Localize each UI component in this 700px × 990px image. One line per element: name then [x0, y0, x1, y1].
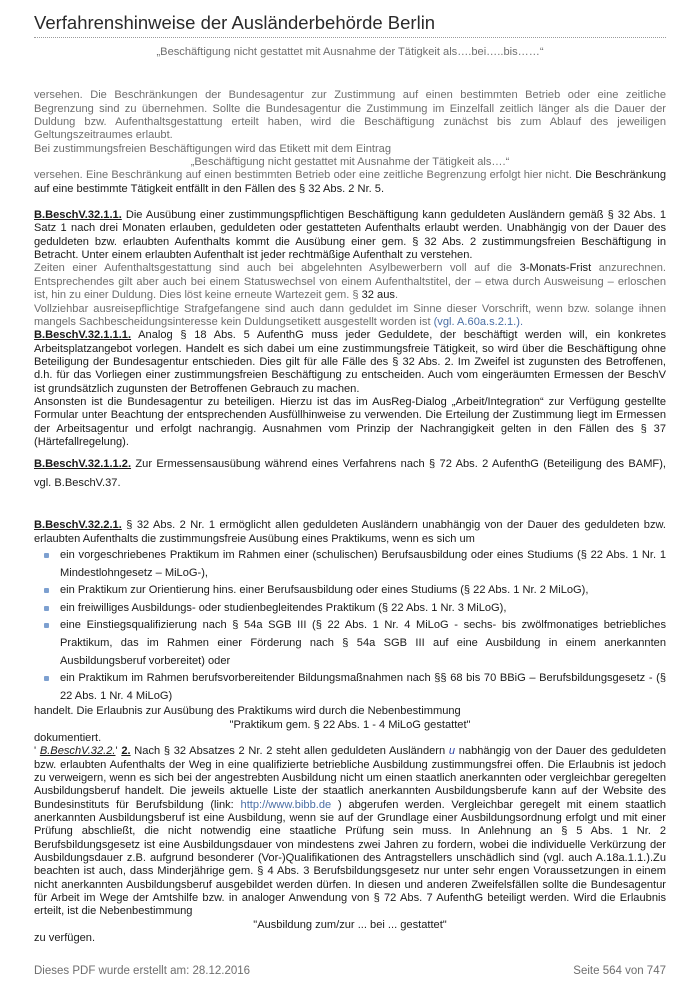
- list-item-text: ein Praktikum zur Orientierung hins. einer Berufsausbildung oder eines Studiums (§ 22 Abs. 1 Nr. 2 MiLoG),: [60, 584, 589, 597]
- section-reference: B.BeschV.32.1.1.: [34, 209, 122, 222]
- page-title: Verfahrenshinweise der Ausländerbehörde Berlin: [34, 12, 436, 33]
- section-bbeschv-32-2-2: [34, 745, 666, 918]
- paragraph: [34, 169, 666, 196]
- section-text: nabhängig von der Dauer des geduldeten bzw. erlaubten Aufenthalts der Weg in eine qualifizierte betriebliche Ausbildung zustimmungsfrei offen. Die Erlaubnis ist jedoch zu verweigern, wenn es sich bei der angestrebten Ausbildung nicht um einen staatlich anerkannten oder vergleichbar geregelten Ausbildungsberuf handelt. Die jeweils aktuelle Liste der staatlich anerkannten Ausbildungsberufe kann auf der Website des Bundesinstituts für Berufsbildung (link:: [34, 745, 666, 811]
- section-text: Die Ausübung einer zustimmungspflichtigen Beschäftigung kann geduldeten Ausländern gemäß § 32 Abs. 1 Satz 1 nach drei Monaten erlauben, geduldeten oder gestatteten Aufenthalts erlaubt werden. Unabhängig von der Dauer des geduldeten bzw. erlaubten Aufenthalts kommt die Ausübung einer gem. § 32 Abs. 2 zustimmungsfreien Beschäftigung in Betracht. Unter einem erlaubten Aufenthalt ist jeder rechtmäßige Aufenthalt zu verstehen.: [34, 209, 666, 262]
- quote-block: "Praktikum gem. § 22 Abs. 1 - 4 MiLoG gestattet": [229, 718, 471, 731]
- list-item-text: ein vorgeschriebenes Praktikum im Rahmen einer (schulischen) Berufsausbildung oder eines Studiums (§ 22 Abs. 1 Nr. 1 Mindestlohngesetz – MiLoG-),: [60, 548, 666, 579]
- paragraph: [34, 303, 666, 330]
- section-text: Nach § 32 Absatzes 2 Nr. 2 steht allen geduldeten Ausländern: [130, 745, 449, 758]
- bibb-link[interactable]: http://www.bibb.de: [240, 798, 332, 811]
- bullet-icon: [44, 623, 49, 628]
- section-reference: B.BeschV.32.1.1.1.: [34, 329, 132, 342]
- paragraph: dokumentiert.: [34, 732, 102, 744]
- section-bbeschv-32-1-1-2: [34, 455, 666, 493]
- bullet-icon: [44, 553, 49, 558]
- section-text: Analog § 18 Abs. 5 AufenthG muss jeder Geduldete, der beschäftigt werden will, ein konkretes Arbeitsplatzangebot vorlegen. Handelt es sich dabei um eine zustimmungsfreie Tätigkeit, so wird über die Beschäftigung ohne Beteiligung der Bundesagentur entschieden. Dies gilt für alle Fälle des § 32 Abs. 2. Im Zweifel ist zugunsten des Betroffenen, d.h. für das Vorliegen einer zustimmungsfreien Beschäftigung zu entscheiden. Auch vom eingeräumten Ermessen der BeschV ist grundsätzlich zugunsten der Betroffenen Gebrauch zu machen.: [34, 329, 666, 395]
- bullet-icon: [44, 588, 49, 593]
- praktikum-list: [34, 547, 666, 705]
- paragraph-text: anzurechnen. Entsprechendes gilt aber auch bei einem Statuswechsel von einem Aufenthaltstitel, der – etwa durch Ausweisung – erloschen ist, hin zu einer Duldung. Dies löst keine erneute Wartezeit gem. §: [34, 262, 666, 302]
- list-item: [44, 547, 666, 582]
- section-bbeschv-32-1-1-1: [34, 329, 666, 396]
- section-text: ) abgerufen werden. Vergleichbar geregelt mit einem staatlich anerkannten Ausbildungsberuf ist eine Ausbildung, wenn sie auf der Grundlage einer Ausbildungsordnung erfolgt und mit einer Prüfung abschließt, die nicht notwendig eine staatliche Prüfung sein muss. In Anlehnung an § 5 Abs. 1 Nr. 2 Berufsbildungsgesetz ist eine Ausbildungsdauer von mindestens zwei Jahren zu fordern, wobei die individuelle Verkürzung der Ausbildungsdauer z.B. aufgrund besonderer (Vor-)Qualifikationen des Antragstellers unschädlich sind (vgl. auch A.18a.1.1.).Zu beachten ist auch, dass Minderjährige gem. § 4 Abs. 3 Berufsbildungsgesetz nur unter sehr engen Voraussetzungen in einem nicht anerkannten Ausbildungsberuf ausgebildet werden dürfen. In diesen und anderen Zweifelsfällen sollte die Bundesagentur für Arbeit im Wege der Amtshilfe bzw. in analoger Anwendung von § 72 Abs. 7 AufenthG beteiligt werden. Wird die Erlaubnis erteilt, ist die Nebenbestimmung: [34, 798, 666, 918]
- section-number: 2.: [121, 745, 131, 758]
- section-reference: B.BeschV.32.2.: [39, 745, 116, 758]
- list-item-text: ein freiwilliges Ausbildungs- oder studienbegleitendes Praktikum (§ 22 Abs. 1 Nr. 3 MiLoG),: [60, 601, 507, 614]
- paragraph-text: .: [394, 289, 399, 302]
- document-body: [34, 46, 666, 946]
- bullet-icon: [44, 606, 49, 611]
- quote-block: "Ausbildung zum/zur ... bei ... gestattet": [253, 918, 447, 931]
- section-bbeschv-32-2-1: [34, 519, 666, 546]
- title-divider: [34, 37, 666, 38]
- paragraph: [34, 262, 666, 302]
- paragraph: Ansonsten ist die Bundesagentur zu beteiligen. Hierzu ist das im AusReg-Dialog „Arbeit/Integration“ zur Verfügung gestellte Formular unter Beachtung der entsprechenden Ausfüllhinweise zu verwenden. Die Erteilung der Zustimmung liegt im Ermessen der Arbeitsagentur und erfolgt nachrangig. Ausnahmen vom Prinzip der Nachrangigkeit gelten in den Fällen des § 37 (Härtefallregelung).: [34, 395, 666, 448]
- section-reference: B.BeschV.32.2.1.: [34, 519, 122, 532]
- paragraph-text: Vollziehbar ausreisepflichtige Strafgefangene sind auch dann geduldet im Sinne dieser Vorschrift, wenn bzw. solange ihnen mangels Sachbescheidungsinteresse kein Duldungsetikett ausgestellt worden ist: [34, 302, 666, 328]
- list-item-text: ein Praktikum im Rahmen berufsvorbereitender Bildungsmaßnahmen nach §§ 68 bis 70 BBiG – Berufsbildungsgesetz - (§ 22 Abs. 1 Nr. 4 MiLoG): [60, 672, 666, 702]
- section-text: ': [115, 745, 122, 758]
- paragraph-text: Zeiten einer Aufenthaltsgestattung sind auch bei abgelehnten Asylbewerbern voll auf die: [34, 262, 520, 275]
- paragraph: versehen. Die Beschränkungen der Bundesagentur zur Zustimmung auf einen bestimmten Betrieb oder eine zeitliche Begrenzung sind zu übernehmen. Sollte die Bundesagentur die Zustimmung im Einzelfall zeitlich länger als die Dauer der Duldung bzw. Aufenthaltsgestattung erteilt haben, wird die Beschäftigung zunächst bis zum Ablauf des jeweiligen Geltungszeitraumes erlaubt.: [34, 89, 666, 142]
- list-item-text: eine Einstiegsqualifizierung nach § 54a SGB III (§ 22 Abs. 1 Nr. 4 MiLoG - sechs- bis zwölfmonatiges betriebliches Praktikum, das im Rahmen einer Förderung nach § 54a SGB III auf eine Ausbildung in einem anerkannten Ausbildungsberuf vorbereitet) oder: [60, 619, 666, 667]
- list-item: [44, 617, 666, 670]
- paragraph-text: 32 aus: [361, 289, 395, 302]
- section-reference: B.BeschV.32.1.1.2.: [34, 458, 132, 471]
- paragraph: zu verfügen.: [34, 932, 96, 945]
- footer-page-number: Seite 564 von 747: [573, 965, 666, 977]
- paragraph: Bei zustimmungsfreien Beschäftigungen wird das Etikett mit dem Eintrag: [34, 142, 392, 155]
- paragraph-text: 3-Monats-Frist: [519, 262, 592, 275]
- quote-block: „Beschäftigung nicht gestattet mit Ausnahme der Tätigkeit als….bei…..bis……“: [156, 46, 544, 58]
- paragraph-text: Die Beschränkung auf eine bestimmte Tätigkeit entfällt in den Fällen des § 32 Abs. 2 Nr. 5.: [34, 169, 667, 195]
- footer-created-date: Dieses PDF wurde erstellt am: 28.12.2016: [34, 965, 251, 977]
- section-text: ': [34, 745, 40, 758]
- section-text: Zur Ermessensausübung während eines Verfahrens nach § 72 Abs. 2 AufenthG (Beteiligung des BAMF), vgl. B.BeschV.37.: [34, 458, 666, 490]
- section-bbeschv-32-1-1: [34, 209, 666, 262]
- inline-marker: u: [448, 745, 456, 758]
- section-text: § 32 Abs. 2 Nr. 1 ermöglicht allen geduldeten Ausländern unabhängig von der Dauer des geduldeten bzw. erlaubten Aufenthalts die zustimmungsfreie Ausübung eines Praktikums, wenn es sich um: [34, 519, 666, 545]
- list-item: [44, 600, 666, 618]
- list-item: [44, 582, 666, 600]
- quote-block: „Beschäftigung nicht gestattet mit Ausnahme der Tätigkeit als….“: [190, 156, 510, 169]
- cross-reference-link[interactable]: (vgl. A.60a.s.2.1.).: [433, 315, 524, 328]
- paragraph-text: versehen. Eine Beschränkung auf einen bestimmten Betrieb oder eine zeitliche Begrenzung erfolgt hier nicht.: [34, 169, 572, 182]
- list-item: [44, 670, 666, 705]
- paragraph: handelt. Die Erlaubnis zur Ausübung des Praktikums wird durch die Nebenbestimmung: [34, 705, 461, 718]
- bullet-icon: [44, 676, 49, 681]
